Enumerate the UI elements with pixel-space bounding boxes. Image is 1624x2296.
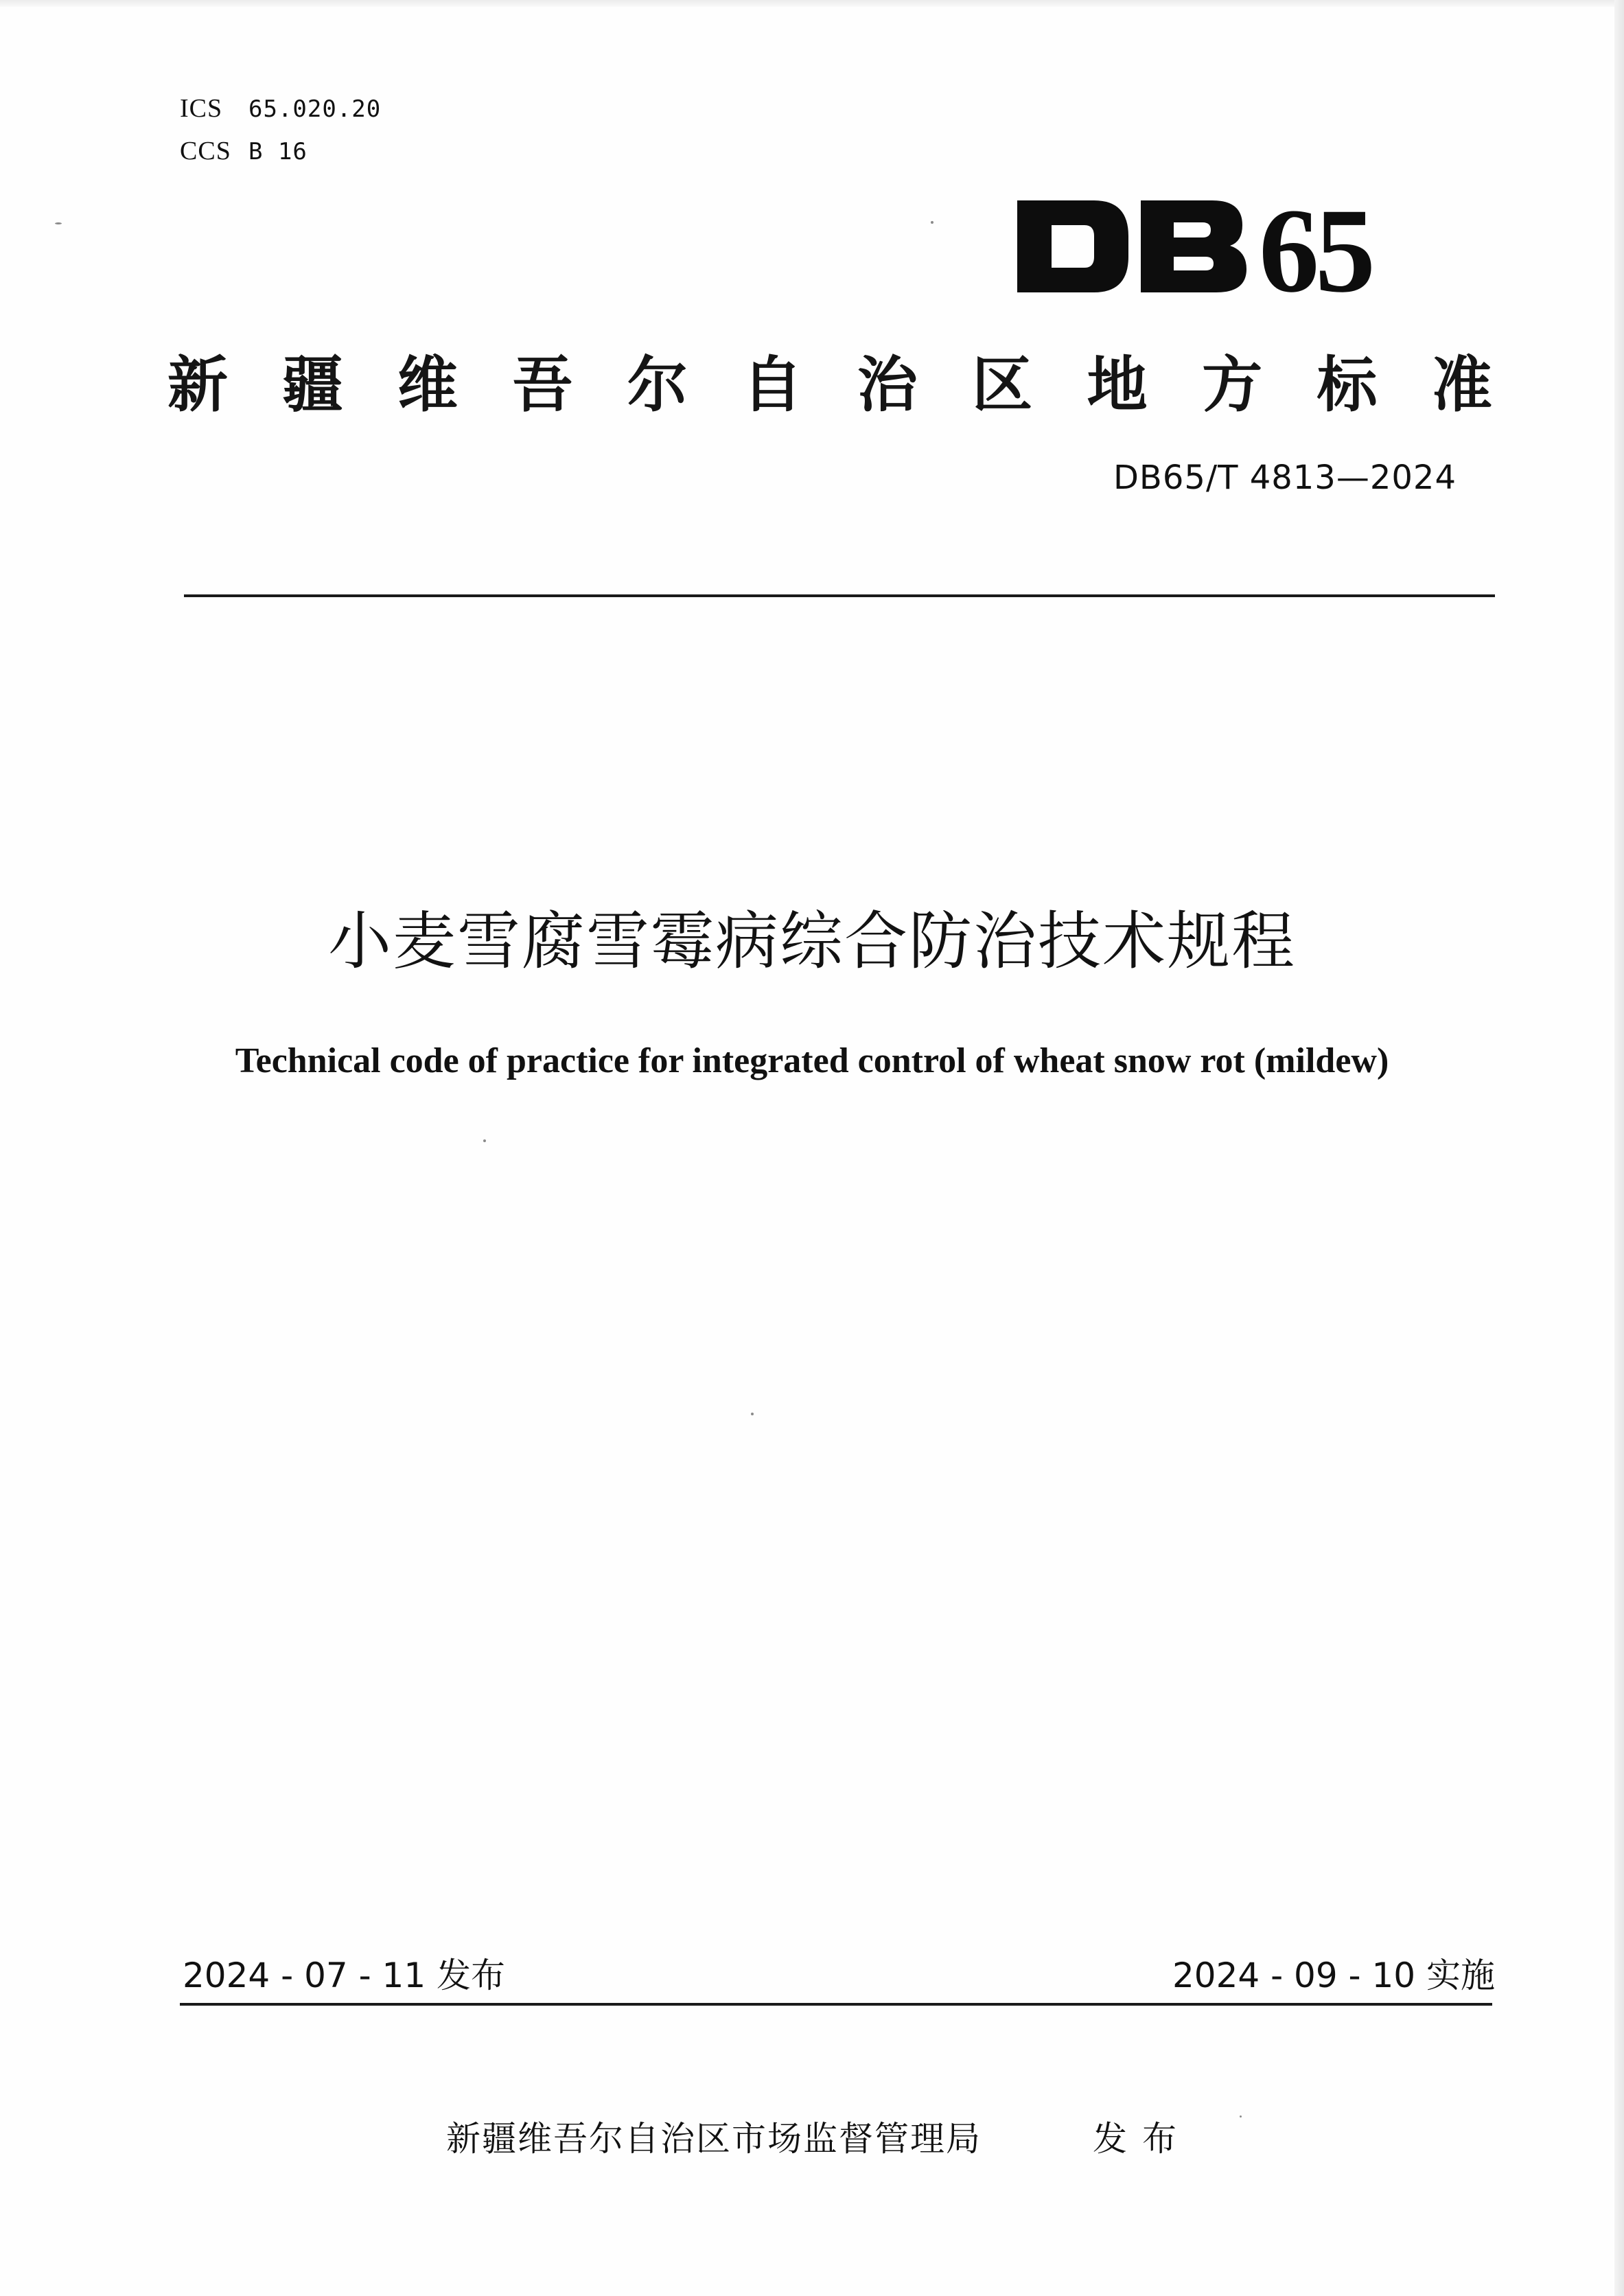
- publish-date: 2024 - 07 - 11 发布: [183, 1956, 506, 1995]
- ccs-code: [180, 136, 308, 167]
- standard-type-char: 准: [1431, 349, 1492, 420]
- svg-text:65: 65: [1259, 188, 1371, 305]
- standard-type-char: 方: [1202, 349, 1263, 420]
- standard-type-char: 标: [1316, 349, 1378, 420]
- ccs-label: CCS: [180, 137, 231, 165]
- scan-speck: [1240, 2115, 1242, 2118]
- standard-type-char: 自: [742, 349, 803, 420]
- standard-type-char: 维: [397, 349, 458, 420]
- standard-number: DB65/T 4813—2024: [1113, 459, 1457, 497]
- issuing-authority: 新疆维吾尔自治区市场监督管理局: [446, 2119, 982, 2159]
- scan-edge-right: [1614, 0, 1624, 2296]
- header-divider: [184, 594, 1495, 597]
- scan-speck: [483, 1139, 486, 1142]
- scan-speck: [55, 222, 62, 224]
- ics-label: ICS: [180, 94, 223, 123]
- scan-edge-top: [0, 0, 1624, 7]
- standard-type-char: 吾: [512, 349, 573, 420]
- scan-speck: [751, 1413, 754, 1415]
- standard-type-char: 区: [972, 349, 1033, 420]
- implementation-date: 2024 - 09 - 10 实施: [1172, 1956, 1495, 1995]
- document-title-english: Technical code of practice for integrated control of wheat snow rot (mildew): [235, 1041, 1389, 1080]
- document-title-chinese: 小麦雪腐雪霉病综合防治技术规程: [327, 905, 1296, 978]
- standard-type-char: 疆: [282, 349, 343, 420]
- issued-label: 发布: [1093, 2119, 1192, 2159]
- ccs-value: B 16: [248, 138, 308, 165]
- footer-divider: [180, 2003, 1492, 2006]
- standard-type-char: 治: [857, 349, 918, 420]
- ics-value: 65.020.20: [248, 95, 382, 123]
- scan-speck: [931, 221, 933, 224]
- standard-type-char: 尔: [627, 349, 688, 420]
- db65-logo: [1013, 188, 1378, 305]
- standard-type-char: 地: [1087, 349, 1148, 420]
- standard-type-heading: [167, 347, 1492, 423]
- standard-type-char: 新: [167, 349, 229, 420]
- ics-code: [180, 93, 381, 124]
